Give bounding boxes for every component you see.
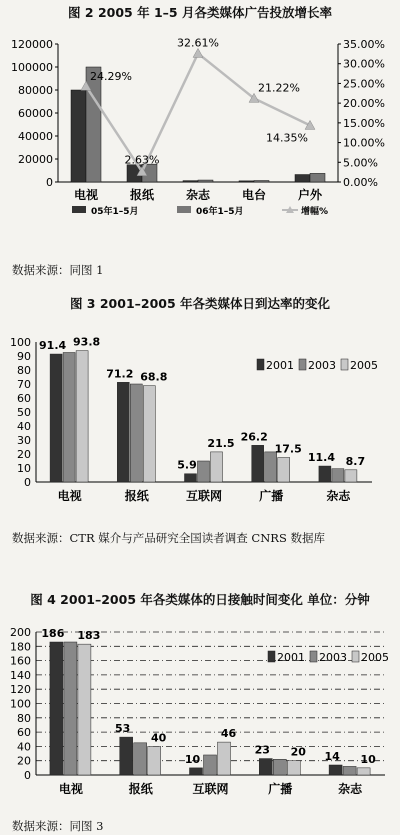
x-tick-label: 电视 (57, 489, 82, 503)
chart-title-fig4: 图 4 2001–2005 年各类媒体的日接触时间变化 单位：分钟 (30, 592, 370, 607)
bar (117, 382, 129, 482)
x-tick-label: 杂志 (185, 188, 211, 202)
legend-label: 2005 (361, 651, 389, 664)
y-tick-label: 160 (10, 654, 31, 668)
legend-swatch (299, 359, 306, 370)
x-tick-label: 报纸 (128, 782, 153, 796)
data-label: 26.2 (240, 430, 268, 444)
data-label: 8.7 (345, 454, 366, 468)
bar (310, 173, 325, 182)
bar (254, 181, 269, 182)
bar (134, 743, 147, 775)
data-label: 68.8 (140, 370, 168, 384)
legend-swatch (310, 651, 317, 662)
bar (319, 466, 331, 482)
y-tick-label: 120 (10, 683, 31, 697)
y-tick-label: 100 (10, 336, 31, 349)
bar (50, 354, 62, 482)
y-tick-label: 20 (17, 754, 31, 768)
y-tick-label: 180 (10, 640, 31, 654)
y-tick-label-right: 35.00% (343, 38, 385, 51)
bar (63, 353, 75, 483)
legend-label: 2005 (350, 359, 378, 372)
bar (148, 746, 161, 775)
data-label: 32.61% (177, 36, 219, 50)
data-label: 40 (151, 731, 167, 745)
y-tick-label: 10 (17, 462, 31, 475)
y-tick-label: 60 (17, 726, 31, 740)
chart-title-fig2: 图 2 2005 年 1–5 月各类媒体广告投放增长率 (68, 5, 332, 20)
x-tick-label: 电视 (58, 782, 83, 796)
source-note-fig3: 数据来源：CTR 媒介与产品研究全国读者调查 CNRS 数据库 (12, 531, 325, 545)
bar (143, 386, 155, 482)
legend-swatch (257, 359, 264, 370)
bar (130, 384, 142, 482)
x-tick-label: 报纸 (124, 489, 149, 503)
bar (332, 469, 344, 482)
bar (278, 458, 290, 483)
x-tick-label: 户外 (297, 188, 323, 202)
y-tick-label-right: 5.00% (343, 156, 378, 170)
source-note-fig4: 数据来源：同图 3 (12, 819, 104, 833)
legend-label: 06年1–5月 (196, 207, 244, 217)
chart-fig3 (0, 318, 400, 523)
y-tick-label: 80 (17, 364, 31, 377)
y-tick-label: 90 (17, 350, 31, 363)
y-tick-label: 60 (17, 392, 31, 405)
legend-swatch (268, 651, 275, 662)
legend-label: 增幅% (301, 207, 329, 217)
legend-label: 2001 (266, 359, 294, 372)
bar (295, 175, 310, 182)
bar (76, 351, 88, 482)
data-label: 71.2 (106, 367, 134, 381)
data-label: 20 (290, 745, 306, 759)
bar (329, 765, 342, 775)
y-tick-label: 80 (17, 711, 31, 725)
x-tick-label: 广播 (268, 782, 293, 796)
data-label: 21.5 (207, 436, 235, 450)
data-label: 91.4 (39, 339, 67, 353)
y-tick-label-right: 15.00% (343, 116, 385, 130)
bar (198, 461, 210, 482)
data-label: 93.8 (73, 335, 101, 349)
y-tick-label: 40 (17, 420, 31, 433)
y-tick-label: 200 (10, 626, 31, 639)
data-label: 11.4 (307, 451, 335, 465)
y-tick-label-left: 100000 (11, 61, 53, 74)
y-tick-label: 50 (17, 406, 31, 419)
bar (190, 768, 203, 775)
bar (218, 742, 231, 775)
x-tick-label: 互联网 (185, 489, 223, 503)
data-label: 10 (184, 752, 201, 766)
chart-title-fig3: 图 3 2001–2005 年各类媒体日到达率的变化 (69, 296, 331, 311)
bar (78, 644, 91, 775)
bar (86, 67, 101, 182)
bar (183, 181, 198, 182)
data-label: 10 (360, 752, 376, 766)
source-note-fig2: 数据来源：同图 1 (12, 263, 104, 277)
bar (211, 452, 223, 482)
y-tick-label: 100 (10, 697, 31, 711)
legend-label: 2003 (308, 359, 336, 372)
data-label: 24.29% (90, 70, 132, 84)
x-tick-label: 杂志 (338, 782, 363, 796)
y-tick-label-right: 10.00% (343, 136, 385, 150)
y-tick-label-left: 20000 (18, 153, 53, 166)
legend-swatch (352, 651, 359, 662)
y-tick-label-left: 60000 (18, 107, 53, 120)
bar (204, 755, 217, 775)
legend-label: 2003 (319, 651, 347, 664)
data-label: 14 (324, 749, 340, 763)
y-tick-label-right: 0.00% (343, 176, 378, 189)
x-tick-label: 电台 (241, 188, 267, 202)
bar (185, 474, 197, 482)
line-marker (193, 48, 203, 57)
data-label: 53 (115, 722, 131, 736)
x-tick-label: 互联网 (192, 782, 229, 796)
bar (343, 766, 356, 775)
bar (273, 759, 286, 775)
y-tick-label: 20 (17, 448, 31, 461)
y-tick-label-left: 80000 (18, 84, 53, 97)
y-tick-label: 30 (17, 434, 31, 447)
y-tick-label-left: 0 (46, 176, 53, 189)
x-tick-label: 杂志 (326, 489, 351, 503)
legend-label: 2001 (277, 651, 305, 664)
bar (71, 90, 86, 182)
data-label: 21.22% (258, 81, 300, 95)
bar (120, 737, 133, 775)
y-tick-label: 140 (10, 668, 31, 682)
x-tick-label: 电视 (73, 188, 99, 202)
data-label: 14.35% (266, 131, 308, 145)
data-label: 186 (41, 627, 65, 641)
chart-fig2 (0, 30, 400, 255)
bar (252, 445, 264, 482)
bar (198, 180, 213, 182)
legend-label: 05年1–5月 (91, 207, 139, 217)
bar (345, 470, 357, 482)
data-label: 5.9 (177, 458, 197, 472)
legend-swatch (177, 206, 191, 213)
y-tick-label: 40 (17, 740, 31, 754)
data-label: 23 (254, 743, 270, 757)
y-tick-label-left: 120000 (11, 38, 53, 51)
data-label: 17.5 (274, 442, 302, 456)
bar (239, 181, 254, 182)
data-label: 46 (220, 727, 237, 741)
bar (357, 768, 370, 775)
y-tick-label: 0 (24, 769, 31, 782)
y-tick-label-left: 40000 (18, 130, 53, 143)
y-tick-label: 0 (24, 476, 31, 489)
legend-swatch (341, 359, 348, 370)
y-tick-label: 70 (17, 378, 31, 391)
data-label: 183 (77, 629, 101, 643)
bar (64, 642, 77, 775)
x-tick-label: 广播 (259, 489, 284, 503)
legend-swatch (72, 206, 86, 213)
y-tick-label-right: 25.00% (343, 77, 385, 91)
chart-fig4 (0, 617, 400, 817)
x-tick-label: 报纸 (129, 188, 155, 202)
bar (50, 642, 63, 775)
bar (287, 761, 300, 775)
data-label: 2.63% (124, 153, 160, 167)
y-tick-label-right: 30.00% (343, 57, 385, 71)
bar (265, 452, 277, 482)
bar (259, 759, 272, 775)
y-tick-label-right: 20.00% (343, 97, 385, 111)
